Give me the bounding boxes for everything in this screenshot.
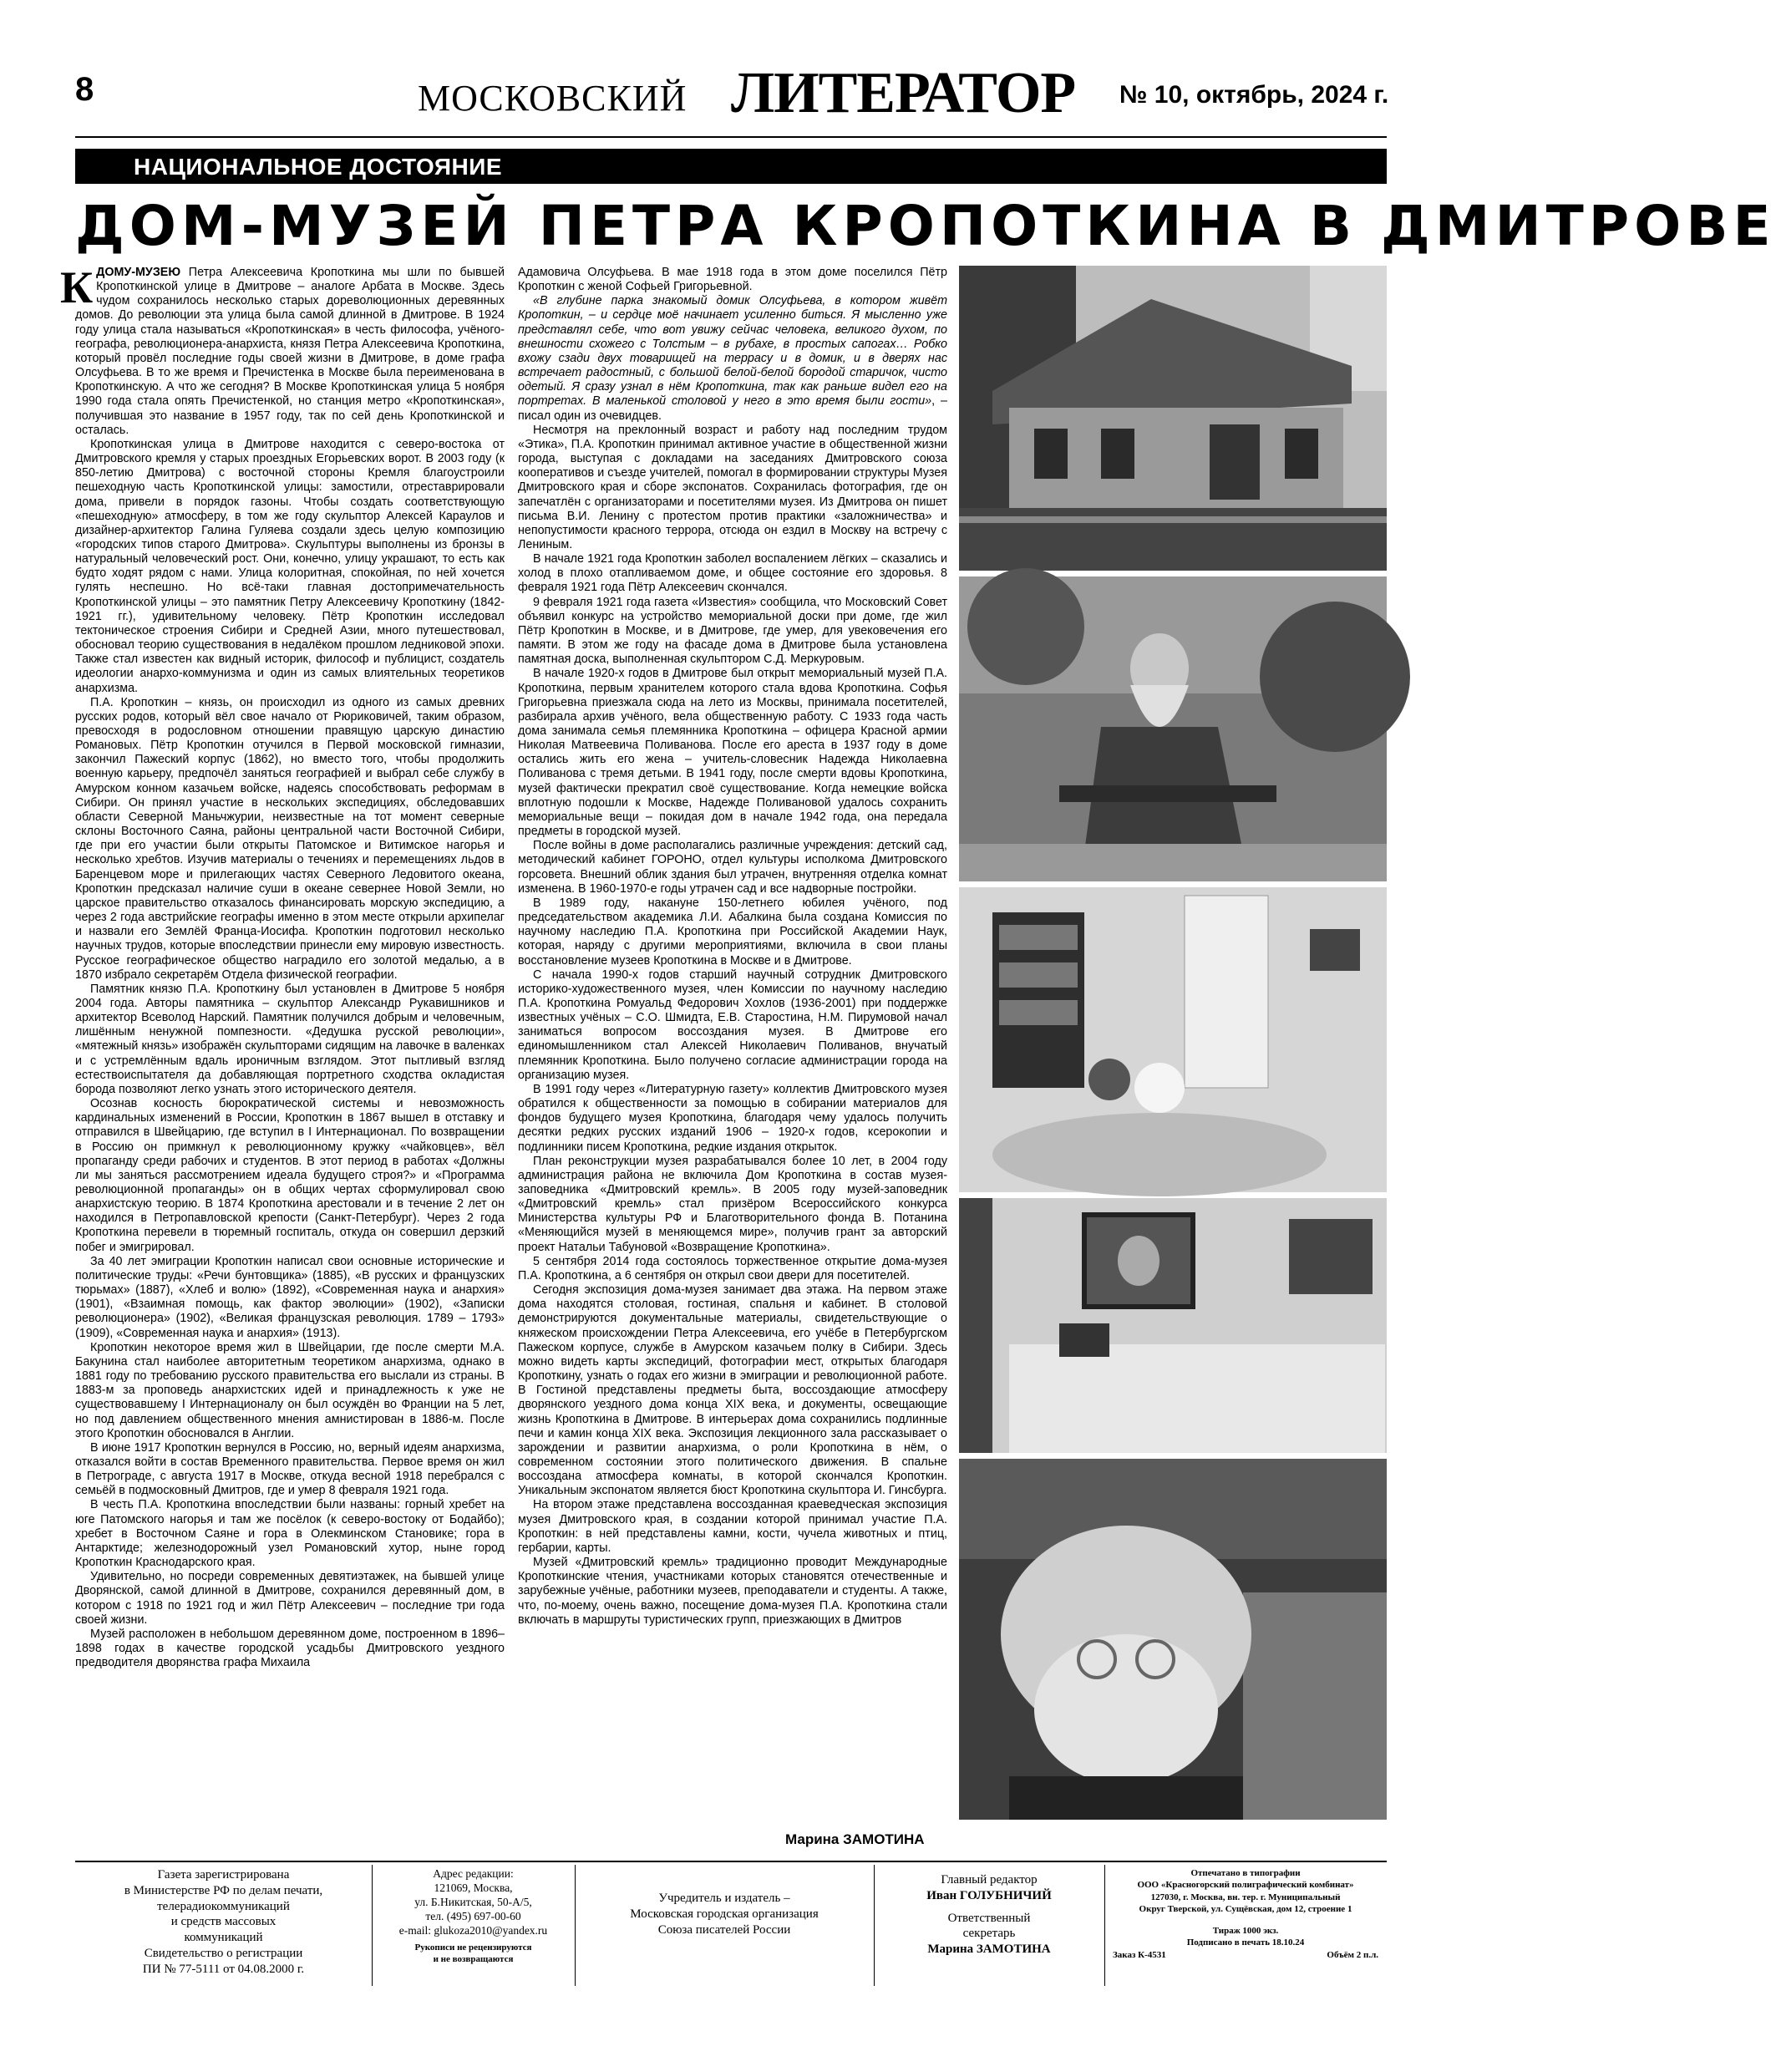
footer-address: Адрес редакции: 121069, Москва, ул. Б.Никитская, 50-А/5, тел. (495) 697-00-60 e-mail: glukoza2010@yandex.ru Рукописи не рецензируются и не возвращаются bbox=[398, 1867, 548, 1965]
paragraph: С начала 1990-х годов старший научный сотрудник Дмитровского историко-художественного музея, член Комиссии по научному наследию П.А. Кропоткина Ромуальд Федорович Хохлов (1936-2001) при поддержке известных учёных – С.О. Шмидта, Е.В. Старостина, Н.М. Пирумовой начал заниматься вопросом воссоздания музея. В Дмитрове его единомышленником стал Алексей Николаевич Поливанов, внучатый племянник Кропоткина. Было получено согласие администрации города на организацию музея. bbox=[518, 967, 947, 1082]
paragraph: В 1989 году, накануне 150-летнего юбилея учёного, под председательством академика Л.И. Абалкина была создана Комиссия по научному наследию П.А. Кропоткина при Российской Академии Наук, которая, наряду с другими мероприятиями, включила в свои планы восстановление музеев Кропоткина в Москве и в Дмитрове. bbox=[518, 896, 947, 967]
paragraph: За 40 лет эмиграции Кропоткин написал свои основные исторические и политические труды: «Речи бунтовщика» (1885), «В русских и французских тюрьмах» (1887), «Хлеб и волю» (1892), «Современная наука и анархия» (1901), «Взаимная помощь, как фактор эволюции» (1902), «Записки революционера» (1902), «Великая французская революция. 1789 – 1793» (1909), «Современная наука и анархия» (1913). bbox=[75, 1254, 505, 1340]
paragraph: П.А. Кропоткин – князь, он происходил из одного из самых древних русских родов, который вёл свое начало от Рюриковичей, таким образом, превосходя в родословном отношении правящую царскую династию Романовых. Пётр Кропоткин отучился в Первой московской гимназии, закончил Пажеский корпус (1862), но вместо того, чтобы продолжить военную карьеру, предпочёл заняться географией и выбрал себе службу в Амурском конном казачьем войске, надеясь способствовать реформам в Сибири. Он принял участие в нескольких экспедициях, обследовавших области Северной Маньчжурии, неизвестные на тот момент северные склоны Восточного Саяна, районы центральной части Восточной Сибири, где при его участии были открыты Патомское и Витимское нагорья и несколько хребтов. Изучив материалы о течениях и перемещениях льдов в Баренцевом море и прилегающих частях Северного Ледовитого океана, Кропоткин предсказал наличие суши в океане севернее Новой Земли, но царское правительство отказалось финансировать морскую экспедицию, а через 2 года австрийские географы именно в этом месте открыли архипелаг и назвали его Землёй Франца-Иосифа. Кропоткин подготовил несколько научных трудов, которые впоследствии принесли ему мировую известность. Русское географическое общество наградило его золотой медалью, а в 1870 избрало секретарём Отдела физической географии. bbox=[75, 695, 505, 982]
newspaper-title-part2: ЛИТЕРАТОР bbox=[731, 61, 1076, 125]
footer-founder: Учредитель и издатель – Московская городская организация Союза писателей России bbox=[630, 1892, 819, 1937]
paragraph: План реконструкции музея разрабатывался более 10 лет, в 2004 году администрация района не включила Дом Кропоткина в состав музея-заповедника «Дмитровский кремль». В 2005 году музей-заповедник «Дмитровский кремль» стал призёром Всероссийского конкурса Министерства культуры РФ и Благотворительного фонда В. Потанина «Меняющийся музей в меняющемся мире», получив грант за авторский проект Натальи Табуновой «Возвращение Кропоткина». bbox=[518, 1154, 947, 1254]
paragraph: В 1991 году через «Литературную газету» коллектив Дмитровского музея обратился к общественности за помощью в собирании материалов для фондов будущего музея Кропоткина, благодаря чему удалось получить десятки редких русских изданий 1906 – 1920-х годов, ксерокопии и подлинники писем Кропоткина, редкие издания открыток. bbox=[518, 1082, 947, 1154]
quote-tail: , – писал один из очевидцев. bbox=[518, 394, 947, 423]
author-signature: Марина ЗАМОТИНА bbox=[785, 1831, 925, 1847]
footer-printing: Отпечатано в типографии ООО «Красногорский полиграфический комбинат» 127030, г. Москва, вн. тер. г. Муниципальный Округ Тверской, ул. Сущёвская, дом 12, строение 1 Тираж 1000 экз. Подписано в печать 18.10.24 Заказ К-4531 Объём 2 п.л. bbox=[1113, 1868, 1378, 1960]
lead-bold: ДОМУ-МУЗЕЮ bbox=[96, 266, 181, 279]
paragraph: Удивительно, но посреди современных девятиэтажек, на бывшей улице Дворянской, самой длинной в Дмитрове, сохранился деревянный дом, в котором с 1918 по 1921 год и жил Пётр Алексеевич – последние три года своей жизни. bbox=[75, 1570, 505, 1627]
issue-info: № 10, октябрь, 2024 г. bbox=[1119, 81, 1389, 109]
paragraph: В начале 1920-х годов в Дмитрове был открыт мемориальный музей П.А. Кропоткина, первым хранителем которого стала вдова Кропоткина. Софья Григорьевна приезжала сюда на лето из Москвы, принимала посетителей, разбирала архив учёного, вела общественную работу. С 1933 года часть дома занимала семья племянника Кропоткина – офицера Красной армии Николая Матвеевича Поливанова. После его ареста в 1937 году в доме остались жить его жена – учитель-словесник Надежда Николаевна Поливанова с тремя детьми. В 1941 году, после смерти вдовы Кропоткина, музей фактически прекратил своё существование. Когда немецкие войска вплотную подошли к Москве, Надежде Поливановой удалось сохранить мемориальные вещи – покидая дом в начале 1942 года, она передала предметы в городской музей. bbox=[518, 667, 947, 839]
quote: «В глубине парка знакомый домик Олсуфьева, в котором живёт Кропоткин, – и сердце моё начинает усиленно биться. Я мысленно уже представлял себе, что вот увижу сейчас человека, великого духом, по внешности схожего с Толстым – в рубахе, в простых сапогах… Робко вхожу сзади двух товарищей на террасу и в домик, и в дверях нас встречает радостный, с большой белой-белой бородой старичок, чисто одетый. Я сразу узнал в нём Кропоткина, так как раньше видел его на портретах. В маленькой столовой у него в это время были гости» bbox=[518, 294, 947, 409]
paragraph: Несмотря на преклонный возраст и работу над последним трудом «Этика», П.А. Кропоткин принимал активное участие в общественной жизни города, выступая с докладами на заседаниях Дмитровского союза кооперативов и съезде учителей, помогал в формировании структуры Музея Дмитровского края и сборе экспонатов. Сохранилась фотография, где он запечатлён с организаторами и посетителями музея. Из Дмитрова он пишет письма В.И. Ленину с протестом против практики «заложничества» и непопустимости красного террора, отсюда он ездил в Москву на встречу с Лениным. bbox=[518, 423, 947, 551]
paragraph: На втором этаже представлена воссозданная краеведческая экспозиция музея Дмитровского края, в создании которой принимал участие П.А. Кропоткин: в ней представлены камни, кости, чучела животных и птиц, гербарии, карты. bbox=[518, 1498, 947, 1555]
article-column-2 bbox=[518, 266, 947, 1820]
page-number: 8 bbox=[75, 71, 94, 108]
paragraph: Адамовича Олсуфьева. В мае 1918 года в этом доме поселился Пётр Кропоткин с женой Софьей Григорьевной. bbox=[518, 266, 947, 294]
newspaper-title-part1: МОСКОВСКИЙ bbox=[418, 78, 688, 119]
lead-text: Петра Алексеевича Кропоткина мы шли по бывшей Кропоткинской улице в Дмитрове – аналоге Арбата в Москве. Здесь чудом сохранилось несколько старых дореволюционных деревянных домов. До революции эта улица была самой длинной в Дмитрове. В 1924 году улица стала называться «Кропоткинская» в честь философа, учёного-географа, революционера-анархиста, князя Петра Алексеевича Кропоткина, который провёл последние годы своей жизни в Дмитрове, в доме графа Олсуфьева. В то же время и Пречистенка в Москве была переименована в Кропоткинскую. А что же сегодня? В Москве Кропоткинская улица 5 ноября 1990 года стала опять Пречистенкой, но станция метро «Кропоткинская», получившая это название в 1957 году, так по сей день Кропоткинской и осталась. bbox=[75, 266, 505, 437]
photo-bust bbox=[959, 1459, 1387, 1820]
rubric-bar bbox=[75, 149, 1387, 184]
masthead-rule bbox=[75, 136, 1387, 138]
footer-registration: Газета зарегистрирована в Министерстве РФ по делам печати, телерадиокоммуникаций и средств массовых коммуникаций Свидетельство о регистрации ПИ № 77-5111 от 04.08.2000 г. bbox=[124, 1868, 323, 1976]
paragraph: Осознав косность бюрократической системы и невозможность кардинальных изменений в России, Кропоткин в 1867 вышел в отставку и отправился в Швейцарию, где вступил в I Интернационал. По возвращении в Россию он примкнул к революционному кружку «чайковцев», вёл пропаганду среди рабочих и студентов. В этот период в работах «Должны ли мы заняться рассмотрением идеала будущего строя?» и «Программа революционной пропаганды» он в общих чертах сформулировал свою анархистскую теорию. В 1874 Кропоткина арестовали и в течение 2 лет он находился в Петропавловской крепости (Санкт-Петербург). Через 2 года Кропоткина перевели в тюремный госпиталь, откуда он совершил дерзкий побег и эмигрировал. bbox=[75, 1097, 505, 1254]
drop-cap: К bbox=[60, 262, 94, 312]
photo-interior-study bbox=[959, 887, 1387, 1192]
article-headline: ДОМ-МУЗЕЙ ПЕТРА КРОПОТКИНА В ДМИТРОВЕ bbox=[75, 194, 1776, 258]
photo-museum-house bbox=[959, 266, 1387, 571]
paragraph: Музей расположен в небольшом деревянном доме, построенном в 1896–1898 годах в качестве городской усадьбы Дмитровского уездного предводителя дворянства графа Михаила bbox=[75, 1627, 505, 1670]
secretary-name: Марина ЗАМОТИНА bbox=[927, 1942, 1051, 1956]
paragraph: 5 сентября 2014 года состоялось торжественное открытие дома-музея П.А. Кропоткина, а 6 сентября он открыл свои двери для посетителей. bbox=[518, 1254, 947, 1282]
paragraph: Сегодня экспозиция дома-музея занимает два этажа. На первом этаже дома находятся столовая, гостиная, спальня и кабинет. В столовой демонстрируются документальные материалы, свидетельствующие о княжеском происхождении Петра Алексеевича, его учёбе в Петербургском Пажеском корпусе, службе в Амурском казачьем полку в Сибири. Здесь можно видеть карты экспедиций, фотографии мест, открытых благодаря Кропоткину, узнать о годах его жизни в эмиграции и революционной работе. В Гостиной представлены предметы быта, воссоздающие атмосферу дворянского уездного дома конца XIX века, и документы, освещающие жизнь Кропоткина в Дмитрове. В интерьерах дома сохранились подлинные печи и камин конца XIX века. Экспозиция лекционного зала рассказывает о зарождении и развитии анархизма, о роли Кропоткина в нём, о современном состоянии этого политического движения. В спальне воссоздана атмосфера комнаты, в которой скончался Кропоткин. Уникальным экспонатом является бюст Кропоткина скульптора И. Гинсбурга. bbox=[518, 1283, 947, 1498]
paragraph: В честь П.А. Кропоткина впоследствии были названы: горный хребет на юге Патомского нагорья и там же посёлок (к северо-востоку от Бодайбо); хребет в Восточном Саяне и гора в Олекминском Становике; гора в Антарктиде; железнодорожный узел Романовский хутор, ныне город Кропоткин Краснодарского края. bbox=[75, 1498, 505, 1570]
paragraph: Музей «Дмитровский кремль» традиционно проводит Международные Кропоткинские чтения, участниками которых становятся отечественные и зарубежные учёные, работники музеев, преподаватели и студенты. А также, что, по-моему, очень важно, посещение дома-музея П.А. Кропоткина стали включать в маршруты туристических групп, приезжающих в Дмитров bbox=[518, 1556, 947, 1627]
paragraph: В июне 1917 Кропоткин вернулся в Россию, но, верный идеям анархизма, отказался войти в состав Временного правительства. Первое время он жил в Петрограде, с августа 1917 в Москве, откуда весной 1918 перебрался с семьёй в подмосковный Дмитров, где и умер 8 февраля 1921 года. bbox=[75, 1440, 505, 1498]
paragraph: 9 февраля 1921 года газета «Известия» сообщила, что Московский Совет объявил конкурс на устройство мемориальной доски при доме, где жил Пётр Кропоткин в Москве, и в Дмитрове, где умер, для увековечения его памяти. В этом же году на фасаде дома в Дмитрове была установлена памятная доска, выполненная скульптором С.Д. Меркуровым. bbox=[518, 595, 947, 667]
article-column-1 bbox=[60, 262, 505, 1820]
photo-interior-portrait-room bbox=[959, 1198, 1387, 1453]
paragraph: Кропоткинская улица в Дмитрове находится с северо-востока от Дмитровского кремля у старых проездных Егорьевских ворот. В 2003 году (к 850-летию Дмитрова) с восточной стороны Кремля благоустроили пешеходную часть Кропоткинской улицы: замостили, отреставрировали дома, привели в порядок газоны. Чтобы создать соответствующую «пешеходную» атмосферу, в том же году скульптор Алексей Караулов и дизайнер-архитектор Галина Гуляева создали здесь целую композицию «городских типов старого Дмитрова». Скульптуры выполнены из бронзы в натуральный человеческий рост. Они, конечно, улицу украшают, то есть как будто ходят рядом с нами. Улица колоритная, спокойная, по ней хочется гулять неспешно. Но всё-таки главная достопримечательность Кропоткинской улицы – это памятник Петру Алексеевичу Кропоткину (1842-1921 гг.), удивительному человеку. Пётр Кропоткин исследовал тектоническое строения Сибири и Средней Азии, много путешествовал, обосновал теорию существования в недалёком прошлом ледниковой эпохи. Также стал известен как видный историк, философ и публицист, создатель идеологии анархо-коммунизма и один из самых влиятельных теоретиков анархизма. bbox=[75, 437, 505, 695]
paragraph: После войны в доме располагались различные учреждения: детский сад, методический кабинет ГОРОНО, отдел культуры исполкома Дмитровского горсовета. Внешний облик здания был утрачен, внутренняя отделка комнат изменена. В 1960-1970-е годы утрачен сад и все надворные постройки. bbox=[518, 839, 947, 896]
photo-kropotkin-monument bbox=[959, 576, 1387, 881]
footer-editors: Главный редактор Иван ГОЛУБНИЧИЙ Ответственный секретарь Марина ЗАМОТИНА bbox=[874, 1867, 1104, 1984]
editor-name: Иван ГОЛУБНИЧИЙ bbox=[926, 1888, 1052, 1902]
paragraph: Памятник князю П.А. Кропоткину был установлен в Дмитрове 5 ноября 2004 года. Авторы памятника – скульптор Александр Рукавишников и архитектор Всеволод Нарский. Памятник получился добрым и человечным, лишённым ненужной помпезности. «Дедушка русской революции», «мятежный князь» изображён скульпторами сидящим на лавочке в валенках и с устремлённым вдаль ироничным взглядом. Этот пытливый взгляд естествоиспытателя да добавляющая портретного сходства окладистая борода позволяют легко узнать этого исторического деятеля. bbox=[75, 982, 505, 1096]
paragraph: В начале 1921 года Кропоткин заболел воспалением лёгких – сказались и холод в плохо отапливаемом доме, и общее состояние его здоровья. 8 февраля 1921 года Пётр Алексеевич скончался. bbox=[518, 552, 947, 595]
rubric-label: НАЦИОНАЛЬНОЕ ДОСТОЯНИЕ bbox=[134, 154, 503, 180]
paragraph: Кропоткин некоторое время жил в Швейцарии, где после смерти М.А. Бакунина стал наиболее авторитетным теоретиком анархизма, однако в 1881 году по требованию русского правительства его выслали из страны. В 1883-м за проповедь анархистских идей и принадлежность к уже не существовавшему I Интернационалу он был осуждён во Франции на 5 лет, но под давлением общественного мнения амнистирован в 1886-м. После этого Кропоткин обосновался в Англии. bbox=[75, 1340, 505, 1440]
